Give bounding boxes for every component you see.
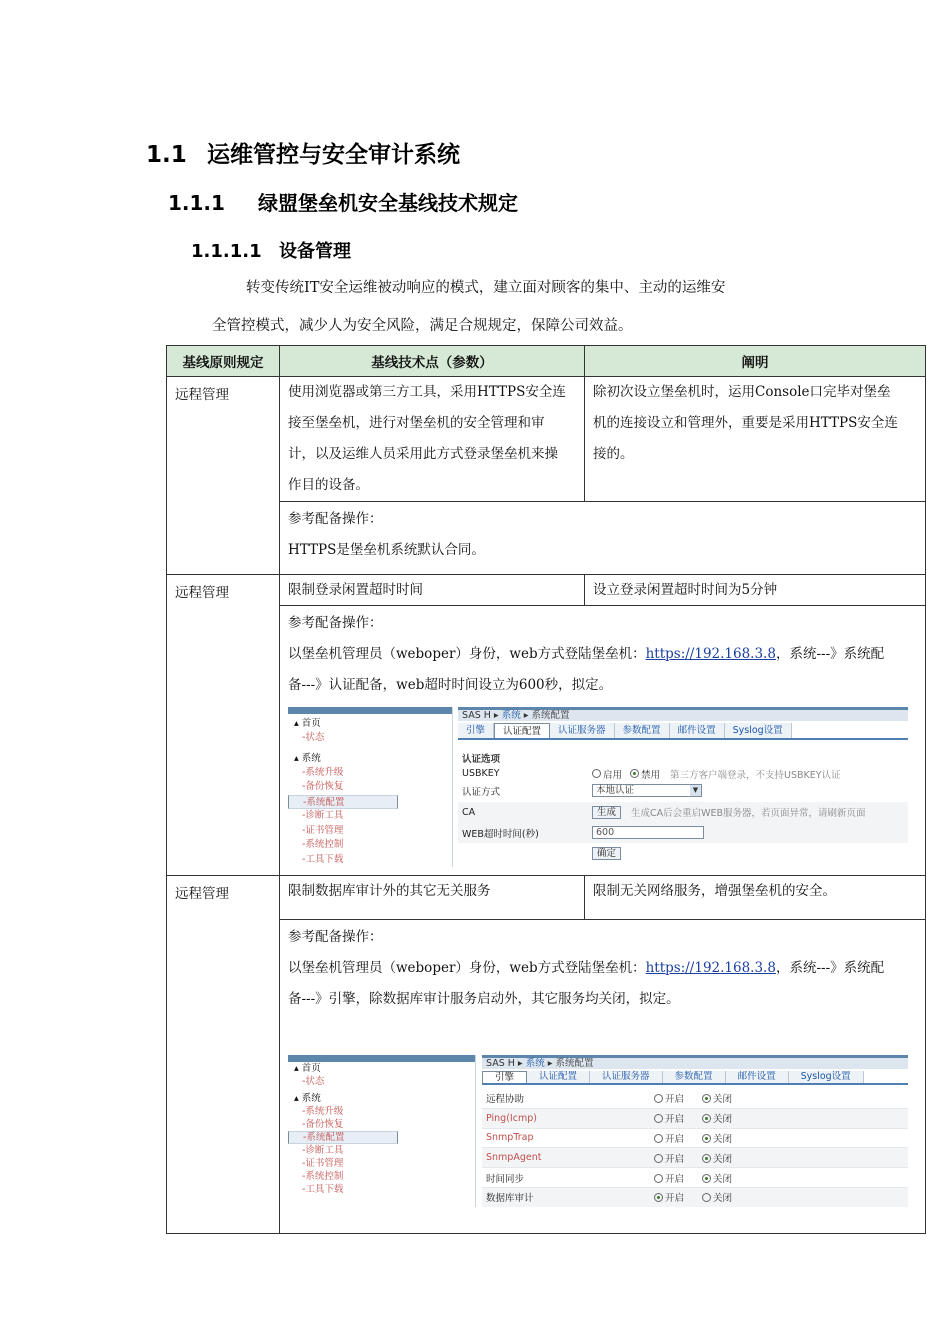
on-radio[interactable] <box>654 1154 663 1163</box>
on-label: 开启 <box>665 1173 685 1185</box>
timeout-input[interactable]: 600 <box>592 826 704 839</box>
reference-operation <box>280 502 926 575</box>
service-name: SnmpTrap <box>486 1132 534 1144</box>
sidebar-item-backup[interactable]: -备份恢复 <box>302 781 344 792</box>
auth-options-title: 认证选项 <box>462 754 501 765</box>
sidebar-item-status[interactable]: -状态 <box>302 1076 325 1087</box>
usbkey-row <box>458 765 908 782</box>
sidebar <box>288 707 453 867</box>
off-radio[interactable] <box>702 1114 711 1123</box>
row-explanation: 限制无关网络服务，增强堡垒机的安全。 <box>585 876 926 920</box>
tab-params[interactable]: 参数配置 <box>663 1071 726 1083</box>
usbkey-disable-radio[interactable] <box>630 769 639 778</box>
service-row-time-sync <box>482 1168 908 1188</box>
heading-text: 绿盟堡垒机安全基线技术规定 <box>258 191 518 215</box>
heading-text: 设备管理 <box>279 241 351 262</box>
device-url-link[interactable]: https://192.168.3.8 <box>645 960 776 976</box>
sidebar-group-system[interactable]: ▴ 系统 <box>294 1093 321 1104</box>
service-row-remote-assist <box>482 1089 908 1109</box>
reference-line <box>288 639 917 670</box>
service-on-option[interactable] <box>654 1131 702 1145</box>
service-name: 时间同步 <box>486 1173 525 1185</box>
off-label: 关闭 <box>713 1153 733 1165</box>
reference-operation <box>280 920 926 1234</box>
row-category: 远程管理 <box>167 575 280 876</box>
header-explanation: 阐明 <box>585 346 926 377</box>
intro-line-2: 全管控模式，减少人为安全风险，满足合规规定，保障公司效益。 <box>212 318 633 334</box>
off-radio[interactable] <box>702 1193 711 1202</box>
auth-method-row <box>458 782 908 799</box>
generate-ca-button[interactable]: 生成 <box>592 806 621 819</box>
auth-method-label: 认证方式 <box>462 786 501 798</box>
table-row <box>167 876 926 920</box>
off-label: 关闭 <box>713 1094 733 1106</box>
sidebar-item-diagnose[interactable]: -诊断工具 <box>302 1145 344 1156</box>
row-category: 远程管理 <box>167 377 280 575</box>
reference-text: 以堡垒机管理员（weboper）身份，web方式登陆堡垒机： <box>288 960 646 976</box>
reference-title: 参考配备操作： <box>288 615 383 631</box>
reference-text: 以堡垒机管理员（weboper）身份，web方式登陆堡垒机： <box>288 646 646 662</box>
off-label: 关闭 <box>713 1193 733 1205</box>
sidebar-item-backup[interactable]: -备份恢复 <box>302 1119 344 1130</box>
service-off-option[interactable] <box>702 1111 750 1125</box>
sidebar-system-label: 系统 <box>301 752 321 764</box>
sidebar-home-label: 首页 <box>301 718 321 729</box>
on-radio[interactable] <box>654 1134 663 1143</box>
device-url-link[interactable]: https://192.168.3.8 <box>645 646 776 662</box>
breadcrumb-system-link[interactable]: 系统 <box>525 1058 545 1069</box>
service-on-option[interactable] <box>654 1171 702 1185</box>
tab-mail[interactable]: 邮件设置 <box>726 1071 789 1083</box>
chevron-down-icon: ▼ <box>690 785 701 796</box>
header-tech-point: 基线技术点（参数） <box>280 346 585 377</box>
breadcrumb: SAS H ▸ 系统 ▸ 系统配置 <box>482 1055 908 1069</box>
reference-title: 参考配备操作： <box>288 511 383 527</box>
enable-label: 启用 <box>603 769 623 781</box>
usbkey-hint: 第三方客户端登录，不支持USBKEY认证 <box>670 769 841 781</box>
service-on-option[interactable] <box>654 1091 702 1105</box>
text-line: 作目的设备。 <box>288 477 369 493</box>
text-line: 机的连接设立和管理外，重要是采用HTTPS安全连 <box>593 415 898 431</box>
sidebar-item-control[interactable]: -系统控制 <box>302 839 344 850</box>
sidebar-item-upgrade[interactable]: -系统升级 <box>302 766 344 778</box>
service-row-db-audit <box>482 1188 908 1207</box>
text-line: 接至堡垒机，进行对堡垒机的安全管理和审 <box>288 415 545 431</box>
tab-auth-config[interactable]: 认证配置 <box>527 1071 590 1083</box>
text-line: 计，以及运维人员采用此方式登录堡垒机来操 <box>288 446 558 462</box>
breadcrumb-system-link[interactable]: 系统 <box>501 710 521 721</box>
on-label: 开启 <box>665 1114 685 1126</box>
heading-number: 1.1.1 <box>168 191 225 215</box>
service-off-option[interactable] <box>702 1171 750 1185</box>
breadcrumb: SAS H ▸ 系统 ▸ 系统配置 <box>458 707 908 721</box>
tab-auth-config[interactable]: 认证配置 <box>494 723 550 738</box>
tab-syslog[interactable]: Syslog设置 <box>789 1071 864 1083</box>
service-name: SnmpAgent <box>486 1152 542 1164</box>
off-label: 关闭 <box>713 1133 733 1145</box>
sidebar-item-download[interactable]: -工具下载 <box>302 1184 344 1195</box>
service-on-option[interactable] <box>654 1151 702 1165</box>
off-radio[interactable] <box>702 1174 711 1183</box>
row-tech-point: 限制登录闲置超时时间 <box>280 575 585 606</box>
sidebar-header-bar <box>288 707 452 714</box>
heading-text: 运维管控与安全审计系统 <box>207 142 460 168</box>
ca-hint: 生成CA后会重启WEB服务器，若页面异常，请刷新页面 <box>631 808 866 819</box>
sidebar-item-download[interactable]: -工具下载 <box>302 853 344 865</box>
usbkey-label: USBKEY <box>462 768 500 779</box>
tab-engine[interactable]: 引擎 <box>458 723 494 738</box>
section-heading-1-1-1 <box>168 187 518 216</box>
off-radio[interactable] <box>702 1154 711 1163</box>
sidebar-item-status[interactable]: -状态 <box>302 732 325 743</box>
row-tech-point <box>280 377 585 502</box>
service-off-option[interactable] <box>702 1131 750 1145</box>
on-radio[interactable] <box>654 1193 663 1202</box>
breadcrumb-page: 系统配置 <box>555 1058 594 1069</box>
reference-line <box>288 953 917 984</box>
tab-auth-server[interactable]: 认证服务器 <box>590 1071 663 1083</box>
off-radio[interactable] <box>702 1094 711 1103</box>
reference-text: 备---》引擎，除数据库审计服务启动外，其它服务均关闭，拟定。 <box>288 991 680 1007</box>
sidebar-home-label: 首页 <box>301 1063 321 1074</box>
on-radio[interactable] <box>654 1114 663 1123</box>
reference-text: HTTPS是堡垒机系统默认合同。 <box>288 542 485 558</box>
sidebar-item-cert[interactable]: -证书管理 <box>302 824 344 836</box>
on-label: 开启 <box>665 1133 685 1145</box>
service-on-option[interactable] <box>654 1190 702 1204</box>
auth-method-value: 本地认证 <box>596 785 635 796</box>
reference-title: 参考配备操作： <box>288 929 383 945</box>
table-row <box>167 377 926 502</box>
section-heading-1-1 <box>146 136 460 169</box>
table-row-reference <box>167 606 926 876</box>
sidebar-item-diagnose[interactable]: -诊断工具 <box>302 810 344 821</box>
reference-text: ，系统---》系统配 <box>775 960 885 976</box>
service-off-option[interactable] <box>702 1091 750 1105</box>
off-radio[interactable] <box>702 1134 711 1143</box>
sidebar <box>288 1055 476 1207</box>
heading-number: 1.1 <box>146 142 187 168</box>
breadcrumb-root: SAS H <box>486 1058 515 1069</box>
sidebar-item-config[interactable]: -系统配置 <box>288 1131 398 1144</box>
tab-params[interactable]: 参数配置 <box>615 723 670 738</box>
table-header-row <box>167 346 926 377</box>
off-label: 关闭 <box>713 1173 733 1185</box>
baseline-table <box>166 345 926 1234</box>
tab-engine[interactable]: 引擎 <box>482 1071 527 1083</box>
confirm-row <box>458 843 908 863</box>
reference-text: 备---》认证配备，web超时时间设立为600秒，拟定。 <box>288 677 613 693</box>
tab-mail[interactable]: 邮件设置 <box>670 723 725 738</box>
service-row-ping <box>482 1109 908 1129</box>
ca-row <box>458 802 908 822</box>
tab-auth-server[interactable]: 认证服务器 <box>550 723 615 738</box>
usbkey-enable-radio[interactable] <box>592 769 601 778</box>
table-row-reference <box>167 920 926 1234</box>
service-off-option[interactable] <box>702 1151 750 1165</box>
config-panel <box>482 1055 908 1207</box>
config-tabs <box>482 1071 908 1085</box>
row-tech-point: 限制数据库审计外的其它无关服务 <box>280 876 585 920</box>
breadcrumb-root: SAS H <box>462 710 491 721</box>
disable-label: 禁用 <box>641 769 661 781</box>
sidebar-item-cert[interactable]: -证书管理 <box>302 1158 344 1169</box>
on-label: 开启 <box>665 1094 685 1106</box>
reference-operation <box>280 606 926 876</box>
service-name: 远程协助 <box>486 1094 525 1106</box>
table-row-reference <box>167 502 926 575</box>
service-off-option[interactable] <box>702 1190 750 1204</box>
timeout-label: WEB超时时间(秒) <box>462 828 539 840</box>
sidebar-group-system[interactable]: ▴ 系统 <box>294 752 321 764</box>
service-row-snmpagent <box>482 1148 908 1168</box>
heading-number: 1.1.1.1 <box>191 241 262 262</box>
engine-config-screenshot <box>288 1055 908 1207</box>
reference-text: ，系统---》系统配 <box>775 646 885 662</box>
on-radio[interactable] <box>654 1094 663 1103</box>
table-row <box>167 575 926 606</box>
on-radio[interactable] <box>654 1174 663 1183</box>
auth-method-select[interactable] <box>592 784 702 797</box>
sidebar-system-label: 系统 <box>301 1093 321 1104</box>
text-line: 接的。 <box>593 446 634 462</box>
sidebar-group-home[interactable]: ▴ 首页 <box>294 718 321 729</box>
text-line: 使用浏览器或第三方工具，采用HTTPS安全连 <box>288 384 566 400</box>
header-baseline-rule: 基线原则规定 <box>167 346 280 377</box>
config-panel <box>458 707 908 867</box>
sidebar-item-upgrade[interactable]: -系统升级 <box>302 1106 344 1117</box>
sidebar-group-home[interactable]: ▴ 首页 <box>294 1063 321 1074</box>
intro-line-1: 转变传统IT安全运维被动响应的模式，建立面对顾客的集中、主动的运维安 <box>246 280 726 296</box>
ca-label: CA <box>462 806 476 818</box>
sidebar-item-control[interactable]: -系统控制 <box>302 1171 344 1182</box>
section-heading-1-1-1-1 <box>191 237 351 263</box>
confirm-button[interactable]: 确定 <box>592 847 621 860</box>
off-label: 关闭 <box>713 1114 733 1126</box>
timeout-row <box>458 822 908 843</box>
breadcrumb-page: 系统配置 <box>531 710 570 721</box>
tab-syslog[interactable]: Syslog设置 <box>725 723 792 738</box>
row-explanation: 设立登录闲置超时时间为5分钟 <box>585 575 926 606</box>
service-name: 数据库审计 <box>486 1193 534 1205</box>
sidebar-item-config[interactable]: -系统配置 <box>288 795 398 810</box>
service-row-snmptrap <box>482 1129 908 1149</box>
service-on-option[interactable] <box>654 1111 702 1125</box>
text-line: 除初次设立堡垒机时，运用Console口完毕对堡垒 <box>593 384 891 400</box>
config-tabs <box>458 723 908 740</box>
sidebar-header-bar <box>288 1055 475 1062</box>
row-explanation <box>585 377 926 502</box>
auth-config-screenshot <box>288 707 908 867</box>
on-label: 开启 <box>665 1193 685 1205</box>
row-category: 远程管理 <box>167 876 280 1234</box>
service-name: Ping(Icmp) <box>486 1112 537 1124</box>
on-label: 开启 <box>665 1153 685 1165</box>
